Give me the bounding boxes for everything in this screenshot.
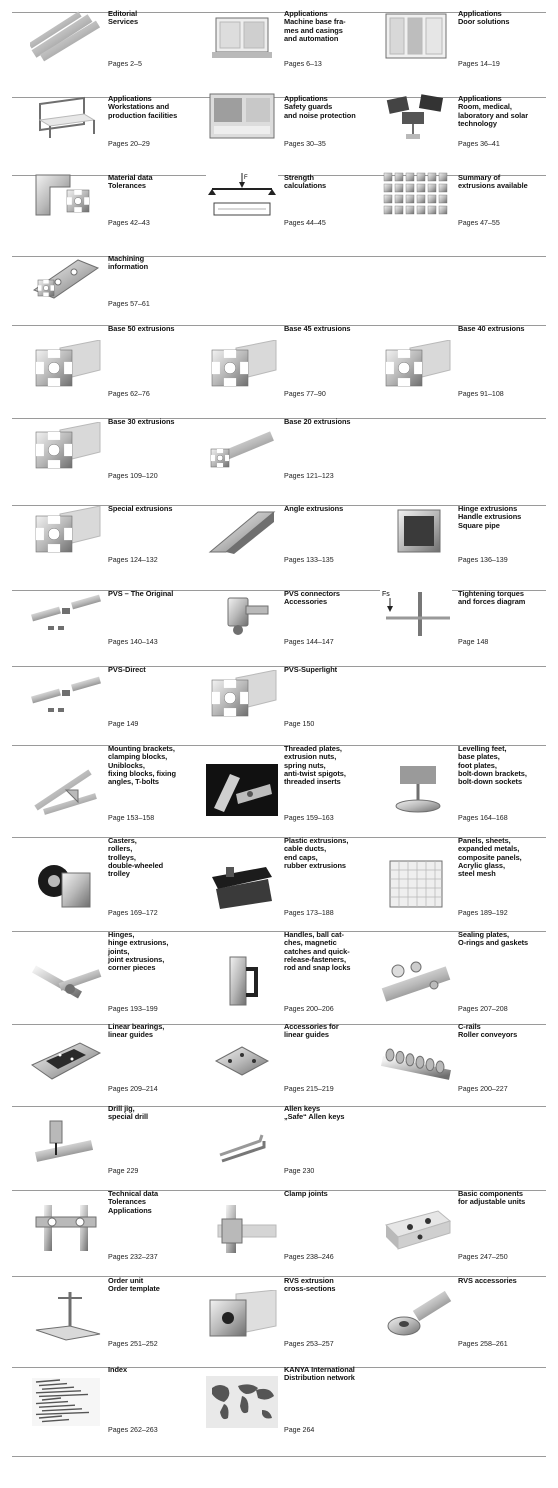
world-map-icon <box>206 1376 278 1428</box>
contents-entry[interactable] <box>30 666 200 730</box>
entry-pages[interactable]: Page 150 <box>284 720 315 728</box>
entry-title: RVS accessories <box>458 1276 517 1285</box>
entry-pages[interactable]: Page 148 <box>458 638 489 646</box>
pvs-accessory-icon <box>206 588 278 640</box>
machine-frame-icon <box>206 10 278 62</box>
contents-entry[interactable] <box>380 745 550 824</box>
contents-entry[interactable] <box>380 95 550 150</box>
contents-entry[interactable] <box>206 1277 376 1350</box>
extrusion-base45-icon <box>206 340 278 392</box>
contents-entry[interactable] <box>30 745 200 824</box>
special-extrusion-icon <box>30 506 102 558</box>
entry-title: Levelling feet, base plates, foot plates, bolt-down brackets, bolt-down sockets <box>458 744 527 787</box>
contents-entry[interactable] <box>30 95 200 150</box>
entry-title: Applications Door solutions <box>458 9 510 27</box>
pvs-direct-icon <box>30 670 102 722</box>
contents-entry[interactable] <box>206 1023 376 1095</box>
entry-pages[interactable]: Pages 207–208 <box>458 1005 508 1013</box>
allen-key-icon <box>206 1117 278 1169</box>
contents-entry[interactable] <box>30 1105 200 1177</box>
entry-pages[interactable]: Pages 47–55 <box>458 219 500 227</box>
contents-entry[interactable] <box>30 590 200 648</box>
contents-entry[interactable] <box>380 505 550 566</box>
levelling-foot-icon <box>380 764 452 816</box>
contents-entry[interactable] <box>206 931 376 1015</box>
solar-panel-icon <box>380 90 452 142</box>
entry-title: Base 40 extrusions <box>458 324 525 333</box>
entry-title: Panels, sheets, expanded metals, composite panels, Acrylic glass, steel mesh <box>458 836 522 879</box>
contents-entry[interactable] <box>30 1190 200 1263</box>
entry-title: Angle extrusions <box>284 504 344 513</box>
safety-guard-icon <box>206 90 278 142</box>
door-solution-icon <box>380 10 452 62</box>
entry-pages[interactable]: Pages 136–139 <box>458 556 508 564</box>
entry-title: Applications Machine base fra- mes and casings and automation <box>284 9 346 43</box>
entry-title: Editorial Services <box>108 9 139 27</box>
entry-title: Technical data Tolerances Applications <box>108 1189 159 1215</box>
entry-pages[interactable]: Pages 232–237 <box>108 1253 158 1261</box>
entry-title: Material data Tolerances <box>108 173 153 191</box>
entry-title: Mounting brackets, clamping blocks, Uniblocks, fixing blocks, fixing angles, T-bolts <box>108 744 176 787</box>
contents-entry[interactable] <box>206 745 376 824</box>
contents-entry[interactable] <box>380 837 550 919</box>
contents-entry[interactable] <box>30 1023 200 1095</box>
contents-entry[interactable] <box>206 505 376 566</box>
linear-accessory-icon <box>206 1035 278 1087</box>
extrusion-base30-icon <box>30 422 102 474</box>
entry-title: Special extrusions <box>108 504 173 513</box>
technical-data-icon <box>30 1203 102 1255</box>
entry-pages[interactable]: Pages 121–123 <box>284 472 334 480</box>
entry-pages[interactable]: Page 149 <box>108 720 139 728</box>
drill-jig-icon <box>30 1117 102 1169</box>
entry-title: Applications Safety guards and noise protection <box>284 94 356 120</box>
entry-pages[interactable]: Pages 57–61 <box>108 300 150 308</box>
contents-entry[interactable] <box>206 95 376 150</box>
panel-mesh-icon <box>380 859 452 911</box>
contents-entry[interactable] <box>206 10 376 70</box>
entry-pages[interactable]: Pages 133–135 <box>284 556 334 564</box>
order-unit-icon <box>30 1290 102 1342</box>
entry-title: Threaded plates, extrusion nuts, spring nuts, anti-twist spigots, threaded inserts <box>284 744 346 787</box>
entry-pages[interactable]: Pages 36–41 <box>458 140 500 148</box>
roller-conveyor-icon <box>380 1035 452 1087</box>
entry-pages[interactable]: Pages 6–13 <box>284 60 322 68</box>
force-diagram-icon <box>380 588 452 640</box>
profile-cross-section-icon <box>30 169 102 221</box>
extrusion-base50-icon <box>30 340 102 392</box>
entry-title: Base 50 extrusions <box>108 324 175 333</box>
linear-bearing-icon <box>30 1035 102 1087</box>
entry-pages[interactable]: Pages 215–219 <box>284 1085 334 1093</box>
entry-pages[interactable]: Pages 109–120 <box>108 472 158 480</box>
entry-title: Clamp joints <box>284 1189 328 1198</box>
entry-pages[interactable]: Pages 62–76 <box>108 390 150 398</box>
rvs-accessory-icon <box>380 1290 452 1342</box>
entry-title: Hinge extrusions Handle extrusions Square pipe <box>458 504 522 530</box>
entry-pages[interactable]: Page 264 <box>284 1426 315 1434</box>
section-divider <box>12 1456 546 1457</box>
entry-pages[interactable]: Page 153–158 <box>108 814 155 822</box>
entry-title: Plastic extrusions, cable ducts, end caps, rubber extrusions <box>284 836 349 870</box>
entry-title: Allen keys „Safe“ Allen keys <box>284 1104 345 1122</box>
contents-entry[interactable] <box>30 418 200 482</box>
entry-pages[interactable]: Pages 30–35 <box>284 140 326 148</box>
entry-title: KANYA International Distribution network <box>284 1365 355 1383</box>
entry-pages[interactable]: Pages 77–90 <box>284 390 326 398</box>
contents-entry[interactable] <box>30 174 200 229</box>
entry-pages[interactable]: Pages 173–188 <box>284 909 334 917</box>
angle-extrusion-icon <box>206 506 278 558</box>
entry-pages[interactable]: Pages 200–227 <box>458 1085 508 1093</box>
pvs-superlight-icon <box>206 670 278 722</box>
contents-entry[interactable] <box>30 505 200 566</box>
contents-entry[interactable] <box>30 931 200 1015</box>
clamp-joint-icon <box>206 1203 278 1255</box>
entry-title: Casters, rollers, trolleys, double-wheeled trolley <box>108 836 164 879</box>
rvs-extrusion-icon <box>206 1290 278 1342</box>
contents-entry[interactable] <box>30 325 200 400</box>
entry-pages[interactable]: Pages 91–108 <box>458 390 504 398</box>
contents-entry[interactable] <box>206 1366 376 1436</box>
contents-entry[interactable] <box>380 1023 550 1095</box>
entry-pages[interactable]: Pages 14–19 <box>458 60 500 68</box>
entry-pages[interactable]: Pages 262–263 <box>108 1426 158 1434</box>
entry-pages[interactable]: Pages 251–252 <box>108 1340 158 1348</box>
contents-entry[interactable] <box>206 590 376 648</box>
contents-entry[interactable] <box>30 1277 200 1350</box>
basic-component-icon <box>380 1203 452 1255</box>
entry-pages[interactable]: Pages 253–257 <box>284 1340 334 1348</box>
contents-entry[interactable] <box>206 174 376 229</box>
entry-title: PVS connectors Accessories <box>284 589 340 607</box>
svg-text:F: F <box>244 175 248 181</box>
extrusion-base40-icon <box>380 340 452 392</box>
workstation-icon <box>30 90 102 142</box>
square-pipe-icon <box>380 506 452 558</box>
entry-pages[interactable]: Page 230 <box>284 1167 315 1175</box>
entry-title: Basic components for adjustable units <box>458 1189 526 1207</box>
threaded-plate-icon <box>206 764 278 816</box>
entry-pages[interactable]: Pages 124–132 <box>108 556 158 564</box>
contents-entry[interactable] <box>206 666 376 730</box>
entry-title: Base 20 extrusions <box>284 417 351 426</box>
entry-pages[interactable]: Pages 200–206 <box>284 1005 334 1013</box>
extrusion-base20-icon <box>206 422 278 474</box>
pvs-connector-icon <box>30 588 102 640</box>
entry-title: Applications Workstations and production facilities <box>108 94 178 120</box>
contents-entry[interactable] <box>380 10 550 70</box>
extrusions-stack-icon <box>30 10 102 62</box>
entry-pages[interactable]: Pages 20–29 <box>108 140 150 148</box>
contents-entry[interactable] <box>30 837 200 919</box>
entry-pages[interactable]: Pages 169–172 <box>108 909 158 917</box>
entry-title: PVS-Superlight <box>284 665 338 674</box>
contents-entry[interactable] <box>380 325 550 400</box>
plastic-extrusion-icon <box>206 859 278 911</box>
entry-title: Strength calculations <box>284 173 327 191</box>
contents-entry[interactable] <box>380 590 550 648</box>
index-page-icon <box>30 1376 102 1428</box>
entry-title: Linear bearings, linear guides <box>108 1022 165 1040</box>
entry-pages[interactable]: Pages 144–147 <box>284 638 334 646</box>
entry-title: Hinges, hinge extrusions, joints, joint extrusions, corner pieces <box>108 930 169 973</box>
entry-pages[interactable]: Pages 209–214 <box>108 1085 158 1093</box>
entry-pages[interactable]: Pages 2–5 <box>108 60 142 68</box>
entry-pages[interactable]: Pages 193–199 <box>108 1005 158 1013</box>
entry-title: Sealing plates, O-rings and gaskets <box>458 930 529 948</box>
entry-title: Summary of extrusions available <box>458 173 528 191</box>
entry-pages[interactable]: Pages 42–43 <box>108 219 150 227</box>
contents-entry[interactable] <box>206 837 376 919</box>
entry-title: Base 45 extrusions <box>284 324 351 333</box>
contents-entry[interactable] <box>206 418 376 482</box>
contents-entry[interactable] <box>380 1277 550 1350</box>
entry-title: Tightening torques and forces diagram <box>458 589 526 607</box>
caster-wheel-icon <box>30 859 102 911</box>
contents-entry[interactable] <box>206 325 376 400</box>
entry-title: RVS extrusion cross-sections <box>284 1276 336 1294</box>
entry-title: Drill jig, special drill <box>108 1104 149 1122</box>
entry-title: Accessories for linear guides <box>284 1022 339 1040</box>
contents-entry[interactable] <box>206 1105 376 1177</box>
contents-entry[interactable] <box>206 1190 376 1263</box>
entry-pages[interactable]: Pages 258–261 <box>458 1340 508 1348</box>
entry-pages[interactable]: Pages 164–168 <box>458 814 508 822</box>
entry-pages[interactable]: Pages 44–45 <box>284 219 326 227</box>
svg-text:Fs: Fs <box>382 591 390 598</box>
contents-entry[interactable] <box>30 255 200 310</box>
entry-title: Index <box>108 1365 128 1374</box>
entry-title: Applications Room, medical, laboratory and solar technology <box>458 94 529 128</box>
contents-entry[interactable] <box>30 10 200 70</box>
entry-title: Handles, ball cat- ches, magnetic catches and quick- release-fasteners, rod and snap locks <box>284 930 351 973</box>
entry-pages[interactable]: Page 229 <box>108 1167 139 1175</box>
entry-pages[interactable]: Pages 189–192 <box>458 909 508 917</box>
entry-pages[interactable]: Pages 159–163 <box>284 814 334 822</box>
entry-title: Base 30 extrusions <box>108 417 175 426</box>
sealing-plate-icon <box>380 955 452 1007</box>
hinge-joint-icon <box>30 955 102 1007</box>
handle-icon <box>206 955 278 1007</box>
mounting-bracket-icon <box>30 764 102 816</box>
entry-pages[interactable]: Pages 238–246 <box>284 1253 334 1261</box>
entry-title: Order unit Order template <box>108 1276 160 1294</box>
contents-entry[interactable] <box>380 1190 550 1263</box>
entry-pages[interactable]: Pages 247–250 <box>458 1253 508 1261</box>
entry-title: Machining information <box>108 254 149 272</box>
extrusions-array-icon <box>380 169 452 221</box>
beam-diagram-icon <box>206 169 278 221</box>
contents-entry[interactable] <box>380 174 550 229</box>
contents-entry[interactable] <box>30 1366 200 1436</box>
entry-pages[interactable]: Pages 140–143 <box>108 638 158 646</box>
entry-title: PVS-Direct <box>108 665 146 674</box>
contents-entry[interactable] <box>380 931 550 1015</box>
machined-extrusion-icon <box>30 250 102 302</box>
entry-title: C-rails Roller conveyors <box>458 1022 518 1040</box>
entry-title: PVS – The Original <box>108 589 174 598</box>
